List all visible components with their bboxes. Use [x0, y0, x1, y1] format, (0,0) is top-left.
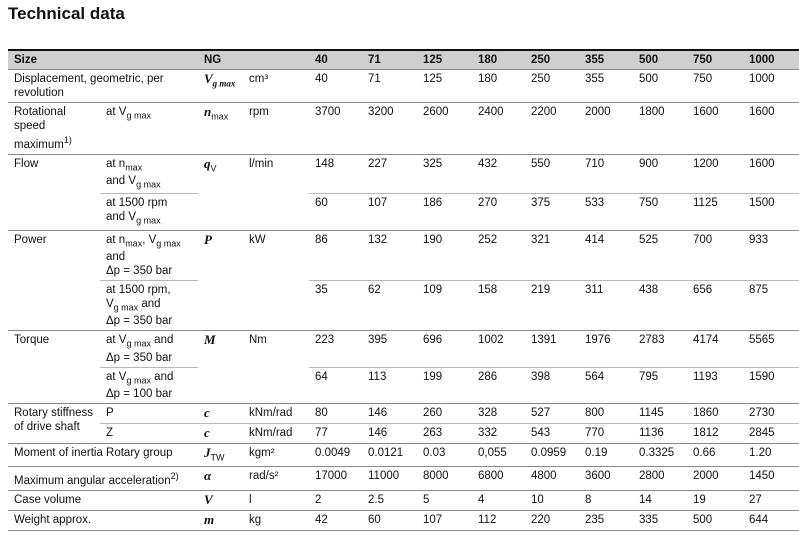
value-cell: 62	[362, 281, 417, 331]
value-cell: 263	[417, 423, 472, 443]
value-cell: 146	[368, 406, 388, 419]
row-rotary-stiffness-z	[8, 423, 799, 443]
value-cell: 186	[417, 194, 472, 230]
value-cell: 219	[525, 281, 579, 331]
value-cell: 543	[525, 423, 579, 443]
value-cell: 900	[639, 157, 659, 170]
condition: Z	[100, 423, 198, 443]
row-speed	[8, 103, 799, 155]
value-cell: 1002	[478, 334, 504, 347]
value-cell: 4	[478, 494, 485, 507]
value-cell: 0.19	[585, 446, 608, 459]
row-label: Power	[14, 233, 47, 246]
row-rotary-stiffness-p	[8, 403, 799, 423]
row-label: Rotary stiffness of drive shaft	[14, 406, 94, 433]
value-cell: 2845	[743, 423, 799, 443]
value-cell: 1145	[639, 406, 664, 419]
header-size-value: 71	[368, 54, 381, 66]
header-size-value: 125	[423, 54, 443, 66]
symbol: $J_{TW}$	[204, 444, 225, 463]
row-power	[8, 230, 799, 280]
value-cell: 2000	[585, 106, 611, 118]
value-cell: 2730	[749, 406, 775, 419]
value-cell: 60	[309, 194, 362, 230]
row-torque	[8, 331, 799, 367]
row-label: Moment of inertia Rotary group	[14, 446, 173, 459]
value-cell: 2800	[639, 470, 665, 483]
value-cell: 3600	[585, 470, 611, 483]
value-cell: 0.0049	[315, 446, 351, 459]
value-cell: 1.20	[749, 446, 772, 459]
value-cell: 270	[472, 194, 525, 230]
value-cell: 223	[315, 334, 335, 347]
value-cell: 40	[315, 73, 328, 85]
row-label: Torque	[14, 334, 50, 347]
symbol: c	[204, 404, 210, 420]
value-cell: 27	[749, 494, 762, 507]
row-label: Weight approx.	[14, 514, 92, 527]
row-flow	[8, 154, 799, 194]
symbol: $n_{max}$	[204, 104, 229, 122]
row-label: Displacement, geometric, per revolution	[14, 73, 164, 99]
value-cell: 286	[472, 367, 525, 403]
value-cell: 8000	[423, 470, 449, 483]
value-cell: 1976	[585, 334, 611, 347]
value-cell: 1860	[693, 406, 719, 419]
value-cell: 355	[585, 73, 605, 85]
condition: at $V_{g max}$ and Δp = 350 bar	[106, 334, 174, 364]
unit: kg	[249, 514, 262, 527]
condition: at $V_{g max}$ and Δp = 100 bar	[100, 367, 198, 403]
value-cell: 398	[525, 367, 579, 403]
value-cell: 14	[639, 494, 652, 507]
row-label: Case volume	[14, 494, 82, 507]
unit: kgm²	[249, 446, 275, 459]
value-cell: 227	[368, 157, 388, 170]
value-cell: 2	[315, 494, 322, 507]
value-cell: 800	[585, 406, 605, 419]
condition: at $n_{max}$, $V_{g max}$ and Δp = 350 bar	[106, 233, 181, 278]
row-label: Flow	[14, 157, 39, 170]
symbol: $V_{g max}$	[204, 71, 236, 89]
value-cell: 335	[639, 514, 659, 527]
value-cell: 146	[362, 423, 417, 443]
value-cell: 80	[315, 406, 328, 419]
value-cell: 414	[585, 233, 605, 246]
value-cell: 325	[423, 157, 443, 170]
value-cell: 0.0121	[368, 446, 404, 459]
row-label: Maximum angular acceleration$^{2)}$	[14, 471, 179, 488]
header-size-value: 1000	[749, 54, 775, 66]
header-size-value: 250	[531, 54, 551, 66]
symbol: V	[204, 492, 213, 508]
value-cell: 42	[315, 514, 328, 527]
value-cell: 35	[309, 281, 362, 331]
header-size-value: 750	[693, 54, 713, 66]
value-cell: 875	[743, 281, 799, 331]
value-cell: 770	[579, 423, 633, 443]
value-cell: 71	[368, 73, 381, 85]
condition: at $n_{max}$ and $V_{g max}$	[106, 157, 161, 190]
value-cell: 1800	[639, 106, 665, 118]
value-cell: 533	[579, 194, 633, 230]
value-cell: 2400	[478, 106, 504, 118]
value-cell: 109	[417, 281, 472, 331]
value-cell: 750	[693, 73, 713, 85]
value-cell: 1600	[693, 106, 719, 118]
value-cell: 5565	[749, 334, 775, 347]
value-cell: 4174	[693, 334, 719, 347]
value-cell: 2200	[531, 106, 557, 118]
value-cell: 60	[368, 514, 381, 527]
value-cell: 199	[417, 367, 472, 403]
row-moment-of-inertia	[8, 443, 799, 466]
condition: at $V_{g max}$	[106, 106, 151, 121]
value-cell: 260	[423, 406, 443, 419]
value-cell: 1125	[687, 194, 743, 230]
value-cell: 332	[472, 423, 525, 443]
header-row	[8, 50, 799, 70]
symbol: M	[204, 332, 216, 348]
value-cell: 0,055	[478, 446, 507, 459]
unit: kNm/rad	[243, 423, 309, 443]
value-cell: 11000	[368, 470, 400, 483]
value-cell: 3700	[315, 106, 341, 118]
row-case-volume	[8, 491, 799, 511]
value-cell: 17000	[315, 470, 347, 483]
value-cell: 525	[639, 233, 659, 246]
value-cell: 527	[531, 406, 551, 419]
value-cell: 220	[531, 514, 551, 527]
value-cell: 550	[531, 157, 551, 170]
value-cell: 1136	[633, 423, 687, 443]
value-cell: 0.03	[423, 446, 446, 459]
condition: at 1500 rpm and $V_{g max}$	[100, 194, 198, 230]
value-cell: 2.5	[368, 494, 384, 507]
unit: l	[249, 494, 252, 507]
value-cell: 438	[633, 281, 687, 331]
value-cell: 112	[478, 514, 497, 527]
unit: rpm	[249, 106, 269, 118]
value-cell: 1600	[749, 157, 775, 170]
value-cell: 933	[749, 233, 769, 246]
value-cell: 6800	[478, 470, 504, 483]
row-flow-1500	[8, 194, 799, 230]
value-cell: 2600	[423, 106, 449, 118]
value-cell: 132	[368, 233, 388, 246]
row-displacement	[8, 70, 799, 103]
value-cell: 8	[585, 494, 592, 507]
value-cell: 328	[478, 406, 498, 419]
symbol: c	[198, 423, 243, 443]
unit: l/min	[249, 157, 274, 170]
value-cell: 190	[423, 233, 443, 246]
value-cell: 235	[585, 514, 605, 527]
unit: cm³	[249, 73, 269, 85]
page-title: Technical data	[8, 4, 125, 23]
value-cell: 564	[579, 367, 633, 403]
value-cell: 1200	[693, 157, 719, 170]
value-cell: 77	[309, 423, 362, 443]
condition: P	[106, 406, 114, 419]
value-cell: 1193	[687, 367, 743, 403]
value-cell: 795	[633, 367, 687, 403]
value-cell: 700	[693, 233, 713, 246]
value-cell: 148	[315, 157, 335, 170]
value-cell: 375	[525, 194, 579, 230]
symbol: m	[204, 512, 215, 528]
symbol: $q_V$	[204, 155, 217, 174]
value-cell: 158	[472, 281, 525, 331]
value-cell: 644	[749, 514, 769, 527]
value-cell: 2783	[639, 334, 665, 347]
value-cell: 10	[531, 494, 544, 507]
header-size-value: 355	[585, 54, 605, 66]
value-cell: 0.3325	[639, 446, 675, 459]
row-label: Rotational speed maximum$^{1)}$	[14, 106, 72, 151]
value-cell: 395	[368, 334, 388, 347]
technical-data-table	[8, 49, 799, 531]
value-cell: 3200	[368, 106, 394, 118]
value-cell: 1000	[749, 73, 775, 85]
value-cell: 1812	[687, 423, 743, 443]
value-cell: 710	[585, 157, 605, 170]
value-cell: 4800	[531, 470, 557, 483]
value-cell: 432	[478, 157, 498, 170]
value-cell: 500	[639, 73, 659, 85]
value-cell: 2000	[693, 470, 719, 483]
value-cell: 656	[687, 281, 743, 331]
unit: kNm/rad	[249, 406, 293, 419]
header-ng: NG	[204, 54, 222, 66]
value-cell: 321	[531, 233, 551, 246]
value-cell: 311	[579, 281, 633, 331]
value-cell: 19	[693, 494, 706, 507]
value-cell: 107	[362, 194, 417, 230]
row-torque-100bar	[8, 367, 799, 403]
value-cell: 0.66	[693, 446, 716, 459]
value-cell: 252	[478, 233, 498, 246]
value-cell: 107	[423, 514, 443, 527]
value-cell: 64	[309, 367, 362, 403]
header-size-value: 180	[478, 54, 498, 66]
value-cell: 180	[478, 73, 498, 85]
value-cell: 1450	[749, 470, 775, 483]
row-angular-acceleration	[8, 467, 799, 491]
value-cell: 500	[693, 514, 713, 527]
value-cell: 696	[423, 334, 443, 347]
value-cell: 86	[315, 233, 328, 246]
header-size-value: 40	[315, 54, 328, 66]
value-cell: 1500	[743, 194, 799, 230]
unit: rad/s²	[249, 470, 279, 483]
value-cell: 1600	[749, 106, 775, 118]
value-cell: 1590	[743, 367, 799, 403]
unit: kW	[249, 233, 266, 246]
condition: at 1500 rpm, $V_{g max}$ and Δp = 350 bar	[100, 281, 198, 331]
value-cell: 5	[423, 494, 430, 507]
value-cell: 125	[423, 73, 443, 85]
unit: Nm	[249, 334, 267, 347]
value-cell: 0.0959	[531, 446, 567, 459]
row-weight	[8, 511, 799, 531]
header-size-value: 500	[639, 54, 659, 66]
row-power-1500	[8, 281, 799, 331]
value-cell: 750	[633, 194, 687, 230]
value-cell: 250	[531, 73, 551, 85]
symbol: P	[204, 231, 212, 247]
value-cell: 113	[362, 367, 417, 403]
header-size: Size	[14, 54, 38, 66]
value-cell: 1391	[531, 334, 557, 347]
symbol: α	[204, 468, 212, 484]
